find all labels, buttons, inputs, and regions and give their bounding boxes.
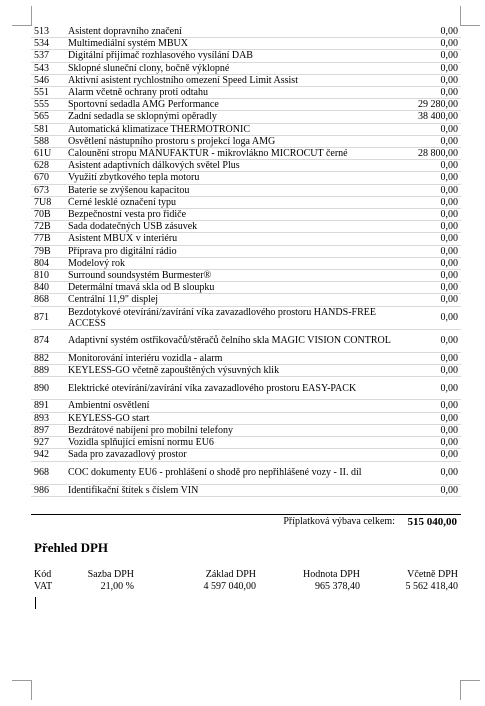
option-code: 874 [31, 330, 65, 353]
vat-header-row [34, 569, 460, 581]
option-price: 0,00 [397, 306, 461, 329]
option-row [31, 233, 461, 245]
vat-header-total: Včetně DPH [407, 569, 458, 580]
vat-data-row [34, 581, 460, 593]
option-price: 0,00 [397, 233, 461, 245]
option-price: 0,00 [397, 424, 461, 436]
option-price: 29 280,00 [397, 99, 461, 111]
option-row [31, 74, 461, 86]
option-row [31, 377, 461, 400]
option-row [31, 38, 461, 50]
option-code: 871 [31, 306, 65, 329]
option-price: 0,00 [397, 437, 461, 449]
option-code: 673 [31, 184, 65, 196]
option-price: 0,00 [397, 282, 461, 294]
total-value: 515 040,00 [407, 516, 457, 528]
option-code: 7U8 [31, 196, 65, 208]
option-row [31, 50, 461, 62]
option-description: Osvětlení nástupního prostoru s projekcí loga AMG [65, 135, 397, 147]
option-code: 581 [31, 123, 65, 135]
option-code: 79B [31, 245, 65, 257]
option-price: 0,00 [397, 74, 461, 86]
option-row [31, 160, 461, 172]
option-price: 0,00 [397, 160, 461, 172]
total-label: Příplatková výbava celkem: [283, 516, 395, 527]
option-code: 628 [31, 160, 65, 172]
option-description: Elektrické otevírání/zavírání víka zavazadlového prostoru EASY-PACK [65, 377, 397, 400]
option-code: 942 [31, 449, 65, 461]
crop-mark-bottom-right-v [460, 680, 461, 700]
option-description: Multimediální systém MBUX [65, 38, 397, 50]
option-row [31, 484, 461, 496]
option-description: Aktivní asistent rychlostního omezení Speed Limit Assist [65, 74, 397, 86]
option-code: 565 [31, 111, 65, 123]
option-price: 0,00 [397, 209, 461, 221]
option-price: 0,00 [397, 38, 461, 50]
option-code: 513 [31, 26, 65, 38]
options-table [31, 26, 461, 497]
option-row [31, 365, 461, 377]
option-code: 897 [31, 424, 65, 436]
option-code: 804 [31, 257, 65, 269]
option-row [31, 353, 461, 365]
option-price: 0,00 [397, 330, 461, 353]
option-row [31, 282, 461, 294]
option-row [31, 257, 461, 269]
option-description: Čalounění stropu MANUFAKTUR - mikrovlákno MICROCUT černé [65, 148, 397, 160]
option-price: 0,00 [397, 62, 461, 74]
option-price: 0,00 [397, 353, 461, 365]
option-price: 0,00 [397, 484, 461, 496]
option-description: Sklopné sluneční clony, bočně výklopné [65, 62, 397, 74]
option-code: 893 [31, 412, 65, 424]
option-description: Determální tmavá skla od B sloupku [65, 282, 397, 294]
option-description: Zadní sedadla se sklopnými opěradly [65, 111, 397, 123]
option-description: Ambientní osvětlení [65, 400, 397, 412]
option-row [31, 221, 461, 233]
option-description: Asistent MBUX v interiéru [65, 233, 397, 245]
option-description: Vozidla splňující emisní normu EU6 [65, 437, 397, 449]
option-price: 0,00 [397, 26, 461, 38]
total-divider [31, 514, 461, 515]
option-code: 868 [31, 294, 65, 306]
option-row [31, 148, 461, 160]
vat-header-base: Základ DPH [205, 569, 256, 580]
option-row [31, 270, 461, 282]
crop-mark-bottom-right-h [460, 680, 480, 681]
option-code: 77B [31, 233, 65, 245]
option-description: Alarm včetně ochrany proti odtahu [65, 87, 397, 99]
option-description: Modelový rok [65, 257, 397, 269]
option-code: 840 [31, 282, 65, 294]
option-code: 810 [31, 270, 65, 282]
option-code: 889 [31, 365, 65, 377]
option-price: 0,00 [397, 221, 461, 233]
option-price: 0,00 [397, 123, 461, 135]
option-row [31, 26, 461, 38]
option-description: Identifikační štítek s číslem VIN [65, 484, 397, 496]
option-code: 588 [31, 135, 65, 147]
options-table-body [31, 26, 461, 496]
option-description: Sada dodatečných USB zásuvek [65, 221, 397, 233]
option-description: Surround soundsystém Burmester® [65, 270, 397, 282]
option-price: 38 400,00 [397, 111, 461, 123]
option-description: Využití zbytkového tepla motoru [65, 172, 397, 184]
option-row [31, 294, 461, 306]
option-code: 890 [31, 377, 65, 400]
option-code: 70B [31, 209, 65, 221]
vat-total: 5 562 418,40 [405, 581, 458, 592]
crop-mark-top-right-v [460, 6, 461, 26]
option-price: 0,00 [397, 172, 461, 184]
option-description: KEYLESS-GO start [65, 412, 397, 424]
option-code: 968 [31, 461, 65, 484]
option-description: KEYLESS-GO včetně zapouštěných výsuvných klik [65, 365, 397, 377]
option-code: 546 [31, 74, 65, 86]
option-row [31, 437, 461, 449]
option-description: Sada pro zavazadlový prostor [65, 449, 397, 461]
option-row [31, 412, 461, 424]
option-price: 0,00 [397, 461, 461, 484]
option-code: 72B [31, 221, 65, 233]
option-description: Monitorování interiéru vozidla - alarm [65, 353, 397, 365]
option-row [31, 330, 461, 353]
option-code: 61U [31, 148, 65, 160]
option-code: 543 [31, 62, 65, 74]
option-description: Černé lesklé označení typu [65, 196, 397, 208]
vat-code: VAT [34, 581, 53, 592]
option-price: 0,00 [397, 377, 461, 400]
option-row [31, 400, 461, 412]
option-description: Asistent adaptivních dálkových světel Plus [65, 160, 397, 172]
vat-table [34, 569, 460, 593]
option-code: 534 [31, 38, 65, 50]
option-description: Baterie se zvýšenou kapacitou [65, 184, 397, 196]
option-price: 0,00 [397, 365, 461, 377]
option-row [31, 196, 461, 208]
option-row [31, 172, 461, 184]
option-description: Digitální přijímač rozhlasového vysílání DAB [65, 50, 397, 62]
vat-header-amount: Hodnota DPH [303, 569, 360, 580]
option-price: 0,00 [397, 196, 461, 208]
option-code: 537 [31, 50, 65, 62]
option-price: 0,00 [397, 135, 461, 147]
option-description: Bezdotykové otevírání/zavírání víka zavazadlového prostoru HANDS-FREE ACCESS [65, 306, 397, 329]
option-code: 891 [31, 400, 65, 412]
vat-heading: Přehled DPH [34, 540, 109, 555]
option-row [31, 424, 461, 436]
option-row [31, 449, 461, 461]
option-price: 0,00 [397, 87, 461, 99]
option-row [31, 111, 461, 123]
option-row [31, 123, 461, 135]
option-description: Centrální 11,9" displej [65, 294, 397, 306]
option-price: 0,00 [397, 270, 461, 282]
option-description: Adaptivní systém ostřikovačů/stěračů čelního skla MAGIC VISION CONTROL [65, 330, 397, 353]
vat-header-rate: Sazba DPH [87, 569, 134, 580]
option-code: 927 [31, 437, 65, 449]
option-price: 0,00 [397, 184, 461, 196]
option-code: 986 [31, 484, 65, 496]
option-row [31, 209, 461, 221]
crop-mark-top-left-v [31, 6, 32, 26]
vat-rate: 21,00 % [100, 581, 134, 592]
text-cursor[interactable] [35, 597, 36, 609]
option-price: 0,00 [397, 449, 461, 461]
option-row [31, 99, 461, 111]
crop-mark-bottom-left-h [12, 680, 32, 681]
option-code: 882 [31, 353, 65, 365]
option-row [31, 306, 461, 329]
option-code: 555 [31, 99, 65, 111]
vat-base: 4 597 040,00 [203, 581, 256, 592]
option-price: 0,00 [397, 257, 461, 269]
crop-mark-top-right-h [460, 25, 480, 26]
option-description: Bezpečnostní vesta pro řidiče [65, 209, 397, 221]
option-row [31, 461, 461, 484]
option-price: 28 800,00 [397, 148, 461, 160]
vat-header-code: Kód [34, 569, 52, 580]
crop-mark-bottom-left-v [31, 680, 32, 700]
option-description: Asistent dopravního značení [65, 26, 397, 38]
option-row [31, 87, 461, 99]
option-code: 670 [31, 172, 65, 184]
option-price: 0,00 [397, 294, 461, 306]
option-price: 0,00 [397, 245, 461, 257]
option-row [31, 135, 461, 147]
option-description: Příprava pro digitální rádio [65, 245, 397, 257]
vat-amount: 965 378,40 [315, 581, 360, 592]
crop-mark-top-left-h [12, 25, 32, 26]
option-price: 0,00 [397, 412, 461, 424]
option-price: 0,00 [397, 400, 461, 412]
option-description: COC dokumenty EU6 - prohlášení o shodě pro nepřihlášené vozy - II. díl [65, 461, 397, 484]
option-row [31, 62, 461, 74]
option-row [31, 184, 461, 196]
option-description: Bezdrátové nabíjení pro mobilní telefony [65, 424, 397, 436]
option-row [31, 245, 461, 257]
option-description: Sportovní sedadla AMG Performance [65, 99, 397, 111]
option-code: 551 [31, 87, 65, 99]
option-description: Automatická klimatizace THERMOTRONIC [65, 123, 397, 135]
option-price: 0,00 [397, 50, 461, 62]
